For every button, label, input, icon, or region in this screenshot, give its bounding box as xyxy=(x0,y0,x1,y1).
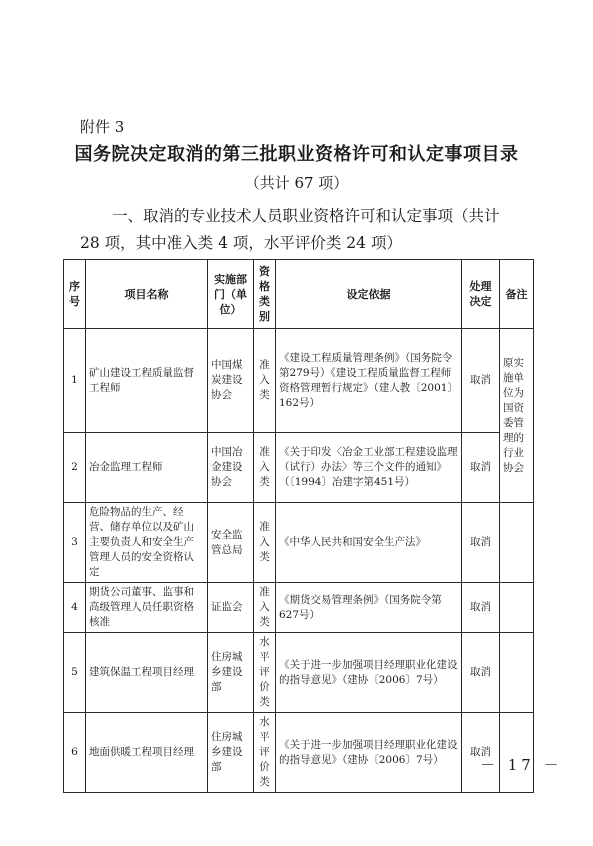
cell-decision: 取消 xyxy=(462,433,500,503)
table-row xyxy=(64,583,534,633)
cell-name: 建筑保温工程项目经理 xyxy=(86,633,208,713)
cell-no: 6 xyxy=(64,713,86,793)
section-heading-line-2: 28 项，其中准入类 4 项，水平评价类 24 项） xyxy=(80,234,402,252)
table-row xyxy=(64,633,534,713)
cell-decision: 取消 xyxy=(462,329,500,433)
cell-name: 期货公司董事、监事和高级管理人员任职资格核准 xyxy=(86,583,208,633)
header-decision: 处理决定 xyxy=(462,260,500,329)
cell-type: 准入类 xyxy=(254,503,276,583)
cell-type: 准入类 xyxy=(254,329,276,433)
header-basis: 设定依据 xyxy=(276,260,462,329)
cell-basis: 《建设工程质量管理条例》（国务院令第279号）《建设工程质量监督工程师资格管理暂行规定》（建人教〔2001〕162号） xyxy=(276,329,462,433)
cell-decision: 取消 xyxy=(462,633,500,713)
cell-dept: 中国煤炭建设协会 xyxy=(208,329,254,433)
cell-name: 冶金监理工程师 xyxy=(86,433,208,503)
cell-name: 危险物品的生产、经营、储存单位以及矿山主要负责人和安全生产管理人员的安全资格认定 xyxy=(86,503,208,583)
cell-type: 准入类 xyxy=(254,433,276,503)
table-header-row xyxy=(64,260,534,329)
section-heading-line-1: 一、取消的专业技术人员职业资格许可和认定事项（共计 xyxy=(112,207,500,225)
cell-basis: 《关于印发〈冶金工业部工程建设监理（试行）办法〉等三个文件的通知》（〔1994〕冶建字第451号） xyxy=(276,433,462,503)
header-no: 序号 xyxy=(64,260,86,329)
cell-note xyxy=(500,633,534,713)
cell-no: 1 xyxy=(64,329,86,433)
cell-decision: 取消 xyxy=(462,503,500,583)
cell-no: 3 xyxy=(64,503,86,583)
cell-basis: 《关于进一步加强项目经理职业化建设的指导意见》（建协〔2006〕7号） xyxy=(276,633,462,713)
cell-note: 原实施单位为国资委管理的行业协会 xyxy=(500,329,534,503)
table-row xyxy=(64,433,534,503)
document-title: 国务院决定取消的第三批职业资格许可和认定事项目录 xyxy=(74,144,519,165)
total-count: （共计 67 项） xyxy=(244,174,349,192)
table-row xyxy=(64,503,534,583)
cell-dept: 住房城乡建设部 xyxy=(208,713,254,793)
table-row xyxy=(64,713,534,793)
header-type: 资格类别 xyxy=(254,260,276,329)
table-row xyxy=(64,329,534,433)
cell-basis: 《期货交易管理条例》（国务院令第627号） xyxy=(276,583,462,633)
cell-note xyxy=(500,713,534,793)
cell-type: 水平评价类 xyxy=(254,713,276,793)
page-number: － 17 － xyxy=(480,756,563,774)
header-note: 备注 xyxy=(500,260,534,329)
cell-note xyxy=(500,583,534,633)
cell-note xyxy=(500,503,534,583)
cell-no: 4 xyxy=(64,583,86,633)
cell-decision: 取消 xyxy=(462,583,500,633)
cell-dept: 安全监管总局 xyxy=(208,503,254,583)
header-name: 项目名称 xyxy=(86,260,208,329)
cell-no: 5 xyxy=(64,633,86,713)
cell-dept: 中国冶金建设协会 xyxy=(208,433,254,503)
cell-no: 2 xyxy=(64,433,86,503)
cell-basis: 《关于进一步加强项目经理职业化建设的指导意见》（建协〔2006〕7号） xyxy=(276,713,462,793)
attachment-label: 附件 3 xyxy=(80,118,125,136)
section-heading xyxy=(80,203,525,257)
cell-type: 准入类 xyxy=(254,583,276,633)
header-dept: 实施部门（单位） xyxy=(208,260,254,329)
cell-decision: 取消 xyxy=(462,713,500,793)
cell-dept: 住房城乡建设部 xyxy=(208,633,254,713)
cell-name: 地面供暖工程项目经理 xyxy=(86,713,208,793)
cell-dept: 证监会 xyxy=(208,583,254,633)
cell-type: 水平评价类 xyxy=(254,633,276,713)
qualification-table xyxy=(63,259,534,793)
cell-name: 矿山建设工程质量监督工程师 xyxy=(86,329,208,433)
cell-basis: 《中华人民共和国安全生产法》 xyxy=(276,503,462,583)
